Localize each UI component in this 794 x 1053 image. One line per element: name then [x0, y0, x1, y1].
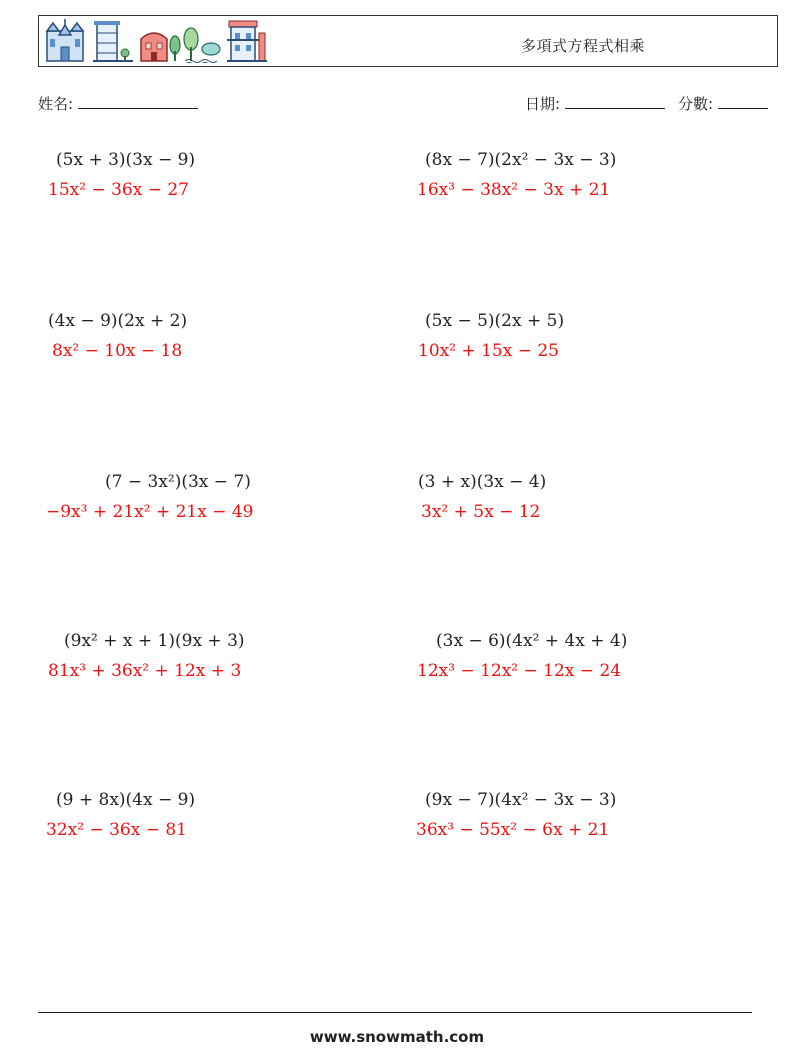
city-buildings-logo-icon	[45, 19, 267, 63]
problem-answer: 10x² + 15x − 25	[418, 341, 559, 361]
name-blank-line[interactable]	[78, 94, 198, 109]
problem-question: (3 + x)(3x − 4)	[418, 472, 547, 492]
problem-answer: 8x² − 10x − 18	[52, 341, 183, 361]
score-field	[678, 93, 768, 114]
problem-answer: 15x² − 36x − 27	[48, 180, 189, 200]
footer-divider	[38, 1012, 752, 1013]
problem-answer: −9x³ + 21x² + 21x − 49	[46, 502, 254, 522]
score-blank-line[interactable]	[718, 94, 768, 109]
problem-question: (8x − 7)(2x² − 3x − 3)	[425, 150, 617, 170]
problem-answer: 81x³ + 36x² + 12x + 3	[48, 661, 242, 681]
problem-question: (5x + 3)(3x − 9)	[56, 150, 196, 170]
problem-question: (9x² + x + 1)(9x + 3)	[64, 631, 245, 651]
footer-url[interactable]: www.snowmath.com	[309, 1028, 485, 1046]
problem-answer: 16x³ − 38x² − 3x + 21	[417, 180, 611, 200]
name-field	[38, 93, 198, 114]
problem-question: (9 + 8x)(4x − 9)	[56, 790, 196, 810]
problem-question: (4x − 9)(2x + 2)	[48, 311, 188, 331]
date-label: 日期:	[525, 95, 561, 113]
problem-question: (5x − 5)(2x + 5)	[425, 311, 565, 331]
problem-answer: 32x² − 36x − 81	[46, 820, 187, 840]
problem-question: (9x − 7)(4x² − 3x − 3)	[425, 790, 617, 810]
problem-answer: 3x² + 5x − 12	[421, 502, 541, 522]
date-field	[525, 93, 665, 114]
problem-answer: 12x³ − 12x² − 12x − 24	[417, 661, 622, 681]
worksheet-title: 多項式方程式相乘	[521, 37, 646, 55]
problem-answer: 36x³ − 55x² − 6x + 21	[416, 820, 610, 840]
problem-question: (3x − 6)(4x² + 4x + 4)	[436, 631, 628, 651]
score-label: 分數:	[678, 95, 714, 113]
date-blank-line[interactable]	[565, 94, 665, 109]
problem-question: (7 − 3x²)(3x − 7)	[105, 472, 251, 492]
name-label: 姓名:	[38, 95, 74, 113]
worksheet-header	[38, 15, 778, 67]
